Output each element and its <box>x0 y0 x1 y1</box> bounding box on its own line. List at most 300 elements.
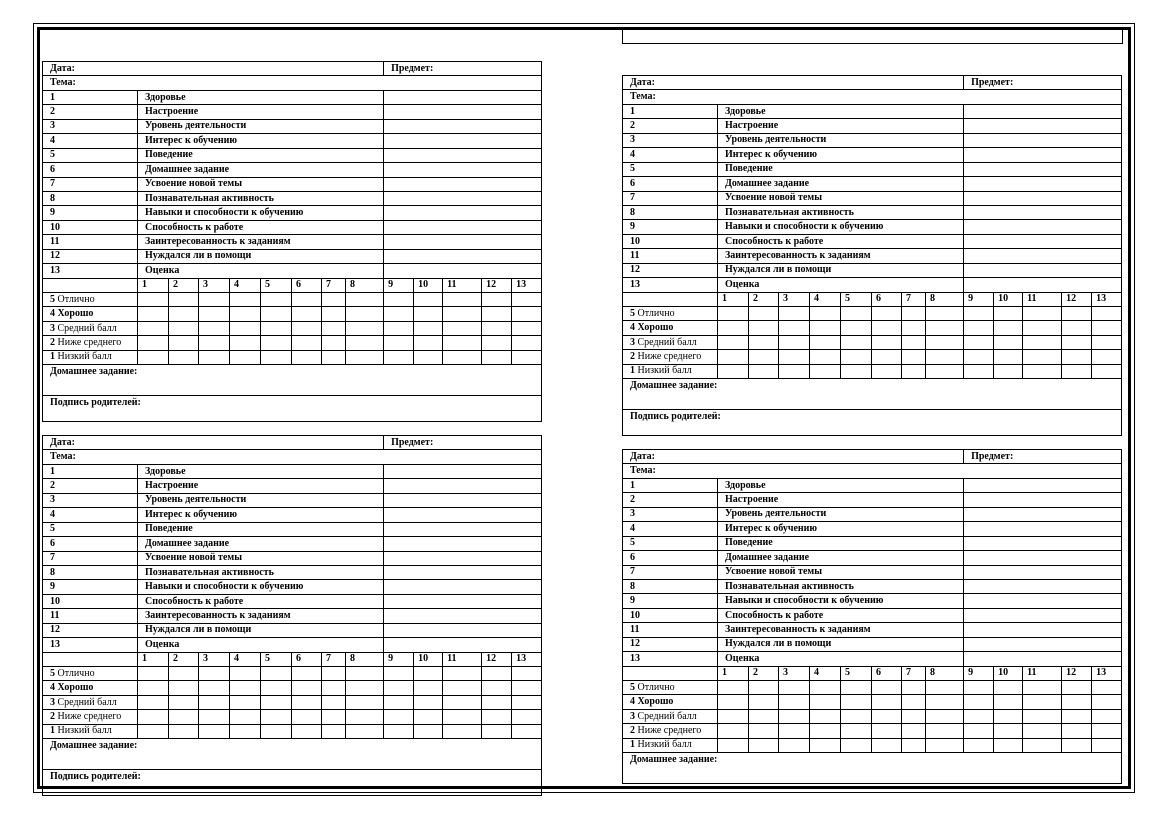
grade-cell[interactable] <box>230 321 261 335</box>
grade-cell[interactable] <box>414 667 443 681</box>
grade-cell[interactable] <box>841 307 872 321</box>
grade-cell[interactable] <box>718 350 749 364</box>
criterion-value-cell[interactable] <box>964 565 1122 579</box>
grade-cell[interactable] <box>230 293 261 307</box>
grade-cell[interactable] <box>443 321 482 335</box>
grade-cell[interactable] <box>994 307 1023 321</box>
criterion-value-cell[interactable] <box>964 119 1122 133</box>
grade-cell[interactable] <box>414 336 443 350</box>
grade-cell[interactable] <box>292 667 322 681</box>
grade-cell[interactable] <box>230 350 261 364</box>
grade-cell[interactable] <box>384 724 414 738</box>
criterion-value-cell[interactable] <box>964 551 1122 565</box>
grade-cell[interactable] <box>292 681 322 695</box>
grade-cell[interactable] <box>964 307 994 321</box>
grade-cell[interactable] <box>384 695 414 709</box>
grade-cell[interactable] <box>138 307 169 321</box>
grade-cell[interactable] <box>902 724 926 738</box>
grade-cell[interactable] <box>810 321 841 335</box>
grade-cell[interactable] <box>443 695 482 709</box>
grade-cell[interactable] <box>1062 681 1092 695</box>
grade-cell[interactable] <box>169 681 199 695</box>
grade-cell[interactable] <box>902 709 926 723</box>
criterion-value-cell[interactable] <box>384 638 542 652</box>
grade-cell[interactable] <box>384 307 414 321</box>
criterion-value-cell[interactable] <box>964 104 1122 118</box>
grade-cell[interactable] <box>169 307 199 321</box>
grade-cell[interactable] <box>482 724 512 738</box>
criterion-value-cell[interactable] <box>964 594 1122 608</box>
grade-cell[interactable] <box>169 350 199 364</box>
grade-cell[interactable] <box>964 695 994 709</box>
criterion-value-cell[interactable] <box>384 105 542 119</box>
grade-cell[interactable] <box>1092 321 1122 335</box>
criterion-value-cell[interactable] <box>964 148 1122 162</box>
grade-cell[interactable] <box>902 321 926 335</box>
grade-cell[interactable] <box>964 709 994 723</box>
grade-cell[interactable] <box>384 293 414 307</box>
grade-cell[interactable] <box>169 695 199 709</box>
grade-cell[interactable] <box>994 321 1023 335</box>
grade-cell[interactable] <box>414 307 443 321</box>
grade-cell[interactable] <box>1062 321 1092 335</box>
grade-cell[interactable] <box>512 724 542 738</box>
grade-cell[interactable] <box>230 710 261 724</box>
grade-cell[interactable] <box>964 321 994 335</box>
grade-cell[interactable] <box>384 681 414 695</box>
grade-cell[interactable] <box>482 681 512 695</box>
grade-cell[interactable] <box>779 307 810 321</box>
grade-cell[interactable] <box>346 710 384 724</box>
grade-cell[interactable] <box>346 307 384 321</box>
grade-cell[interactable] <box>841 321 872 335</box>
grade-cell[interactable] <box>322 350 346 364</box>
criterion-value-cell[interactable] <box>384 235 542 249</box>
grade-cell[interactable] <box>414 695 443 709</box>
grade-cell[interactable] <box>810 681 841 695</box>
grade-cell[interactable] <box>261 667 292 681</box>
grade-cell[interactable] <box>1023 307 1062 321</box>
grade-cell[interactable] <box>779 350 810 364</box>
grade-cell[interactable] <box>292 350 322 364</box>
grade-cell[interactable] <box>1062 724 1092 738</box>
criterion-value-cell[interactable] <box>384 134 542 148</box>
criterion-value-cell[interactable] <box>384 177 542 191</box>
criterion-value-cell[interactable] <box>964 536 1122 550</box>
grade-cell[interactable] <box>718 738 749 752</box>
grade-cell[interactable] <box>994 350 1023 364</box>
grade-cell[interactable] <box>138 695 169 709</box>
grade-cell[interactable] <box>443 307 482 321</box>
grade-cell[interactable] <box>261 350 292 364</box>
grade-cell[interactable] <box>779 738 810 752</box>
grade-cell[interactable] <box>443 724 482 738</box>
grade-cell[interactable] <box>482 336 512 350</box>
criterion-value-cell[interactable] <box>384 537 542 551</box>
grade-cell[interactable] <box>926 738 964 752</box>
grade-cell[interactable] <box>841 695 872 709</box>
grade-cell[interactable] <box>749 350 779 364</box>
grade-cell[interactable] <box>414 321 443 335</box>
signature-label[interactable]: Подпись родителей: <box>43 770 542 796</box>
grade-cell[interactable] <box>1062 350 1092 364</box>
grade-cell[interactable] <box>482 667 512 681</box>
grade-cell[interactable] <box>1092 724 1122 738</box>
grade-cell[interactable] <box>749 307 779 321</box>
grade-cell[interactable] <box>779 321 810 335</box>
grade-cell[interactable] <box>414 681 443 695</box>
grade-cell[interactable] <box>1023 681 1062 695</box>
grade-cell[interactable] <box>169 724 199 738</box>
grade-cell[interactable] <box>749 709 779 723</box>
grade-cell[interactable] <box>482 710 512 724</box>
grade-cell[interactable] <box>994 709 1023 723</box>
grade-cell[interactable] <box>322 336 346 350</box>
grade-cell[interactable] <box>346 695 384 709</box>
grade-cell[interactable] <box>1062 364 1092 378</box>
grade-cell[interactable] <box>994 738 1023 752</box>
grade-cell[interactable] <box>512 695 542 709</box>
criterion-value-cell[interactable] <box>384 479 542 493</box>
criterion-value-cell[interactable] <box>384 264 542 278</box>
grade-cell[interactable] <box>292 321 322 335</box>
homework-label[interactable]: Домашнее задание: <box>43 739 542 770</box>
grade-cell[interactable] <box>964 364 994 378</box>
criterion-value-cell[interactable] <box>964 652 1122 666</box>
grade-cell[interactable] <box>718 307 749 321</box>
grade-cell[interactable] <box>718 364 749 378</box>
criterion-value-cell[interactable] <box>964 162 1122 176</box>
homework-label[interactable]: Домашнее задание: <box>623 379 1122 410</box>
grade-cell[interactable] <box>902 364 926 378</box>
grade-cell[interactable] <box>199 695 230 709</box>
grade-cell[interactable] <box>718 695 749 709</box>
grade-cell[interactable] <box>261 321 292 335</box>
criterion-value-cell[interactable] <box>964 249 1122 263</box>
grade-cell[interactable] <box>1092 335 1122 349</box>
grade-cell[interactable] <box>322 667 346 681</box>
grade-cell[interactable] <box>1023 738 1062 752</box>
grade-cell[interactable] <box>810 364 841 378</box>
criterion-value-cell[interactable] <box>384 163 542 177</box>
grade-cell[interactable] <box>872 307 902 321</box>
criterion-value-cell[interactable] <box>384 609 542 623</box>
criterion-value-cell[interactable] <box>964 579 1122 593</box>
grade-cell[interactable] <box>322 695 346 709</box>
criterion-value-cell[interactable] <box>384 551 542 565</box>
grade-cell[interactable] <box>346 724 384 738</box>
grade-cell[interactable] <box>810 724 841 738</box>
grade-cell[interactable] <box>1023 335 1062 349</box>
criterion-value-cell[interactable] <box>964 478 1122 492</box>
grade-cell[interactable] <box>1092 709 1122 723</box>
grade-cell[interactable] <box>841 724 872 738</box>
grade-cell[interactable] <box>841 738 872 752</box>
grade-cell[interactable] <box>384 667 414 681</box>
grade-cell[interactable] <box>1062 307 1092 321</box>
grade-cell[interactable] <box>749 738 779 752</box>
criterion-value-cell[interactable] <box>384 522 542 536</box>
criterion-value-cell[interactable] <box>964 177 1122 191</box>
grade-cell[interactable] <box>718 709 749 723</box>
grade-cell[interactable] <box>346 336 384 350</box>
grade-cell[interactable] <box>512 307 542 321</box>
grade-cell[interactable] <box>749 335 779 349</box>
grade-cell[interactable] <box>994 724 1023 738</box>
grade-cell[interactable] <box>169 293 199 307</box>
grade-cell[interactable] <box>964 335 994 349</box>
grade-cell[interactable] <box>779 335 810 349</box>
grade-cell[interactable] <box>199 724 230 738</box>
grade-cell[interactable] <box>810 335 841 349</box>
homework-label[interactable]: Домашнее задание: <box>623 753 1122 784</box>
criterion-value-cell[interactable] <box>964 278 1122 292</box>
grade-cell[interactable] <box>902 350 926 364</box>
grade-cell[interactable] <box>512 681 542 695</box>
grade-cell[interactable] <box>1092 307 1122 321</box>
grade-cell[interactable] <box>872 724 902 738</box>
grade-cell[interactable] <box>902 738 926 752</box>
grade-cell[interactable] <box>322 724 346 738</box>
grade-cell[interactable] <box>199 293 230 307</box>
grade-cell[interactable] <box>384 321 414 335</box>
criterion-value-cell[interactable] <box>384 594 542 608</box>
grade-cell[interactable] <box>482 350 512 364</box>
grade-cell[interactable] <box>199 681 230 695</box>
grade-cell[interactable] <box>346 321 384 335</box>
criterion-value-cell[interactable] <box>964 263 1122 277</box>
grade-cell[interactable] <box>322 681 346 695</box>
grade-cell[interactable] <box>138 350 169 364</box>
grade-cell[interactable] <box>230 307 261 321</box>
grade-cell[interactable] <box>1023 709 1062 723</box>
criterion-value-cell[interactable] <box>384 148 542 162</box>
grade-cell[interactable] <box>443 681 482 695</box>
grade-cell[interactable] <box>779 695 810 709</box>
grade-cell[interactable] <box>810 709 841 723</box>
grade-cell[interactable] <box>261 293 292 307</box>
criterion-value-cell[interactable] <box>964 191 1122 205</box>
grade-cell[interactable] <box>718 335 749 349</box>
grade-cell[interactable] <box>230 695 261 709</box>
grade-cell[interactable] <box>1023 364 1062 378</box>
criterion-value-cell[interactable] <box>384 580 542 594</box>
grade-cell[interactable] <box>994 695 1023 709</box>
grade-cell[interactable] <box>261 307 292 321</box>
grade-cell[interactable] <box>994 335 1023 349</box>
criterion-value-cell[interactable] <box>384 565 542 579</box>
grade-cell[interactable] <box>749 681 779 695</box>
grade-cell[interactable] <box>872 738 902 752</box>
grade-cell[interactable] <box>482 321 512 335</box>
grade-cell[interactable] <box>230 336 261 350</box>
grade-cell[interactable] <box>926 695 964 709</box>
grade-cell[interactable] <box>322 321 346 335</box>
grade-cell[interactable] <box>1023 321 1062 335</box>
grade-cell[interactable] <box>926 307 964 321</box>
grade-cell[interactable] <box>872 335 902 349</box>
grade-cell[interactable] <box>199 321 230 335</box>
grade-cell[interactable] <box>512 293 542 307</box>
grade-cell[interactable] <box>902 681 926 695</box>
grade-cell[interactable] <box>138 681 169 695</box>
grade-cell[interactable] <box>292 695 322 709</box>
criterion-value-cell[interactable] <box>384 206 542 220</box>
grade-cell[interactable] <box>1023 724 1062 738</box>
grade-cell[interactable] <box>718 724 749 738</box>
grade-cell[interactable] <box>384 710 414 724</box>
grade-cell[interactable] <box>199 336 230 350</box>
grade-cell[interactable] <box>138 710 169 724</box>
grade-cell[interactable] <box>810 350 841 364</box>
grade-cell[interactable] <box>443 336 482 350</box>
grade-cell[interactable] <box>964 724 994 738</box>
grade-cell[interactable] <box>512 321 542 335</box>
grade-cell[interactable] <box>1062 335 1092 349</box>
grade-cell[interactable] <box>964 681 994 695</box>
grade-cell[interactable] <box>292 710 322 724</box>
grade-cell[interactable] <box>199 667 230 681</box>
grade-cell[interactable] <box>872 681 902 695</box>
grade-cell[interactable] <box>261 336 292 350</box>
grade-cell[interactable] <box>749 695 779 709</box>
grade-cell[interactable] <box>512 350 542 364</box>
grade-cell[interactable] <box>810 307 841 321</box>
grade-cell[interactable] <box>1092 350 1122 364</box>
criterion-value-cell[interactable] <box>384 623 542 637</box>
homework-label[interactable]: Домашнее задание: <box>43 365 542 396</box>
grade-cell[interactable] <box>964 738 994 752</box>
criterion-value-cell[interactable] <box>384 493 542 507</box>
grade-cell[interactable] <box>1092 738 1122 752</box>
criterion-value-cell[interactable] <box>384 508 542 522</box>
grade-cell[interactable] <box>964 350 994 364</box>
grade-cell[interactable] <box>841 364 872 378</box>
grade-cell[interactable] <box>384 350 414 364</box>
criterion-value-cell[interactable] <box>964 133 1122 147</box>
grade-cell[interactable] <box>482 307 512 321</box>
grade-cell[interactable] <box>926 681 964 695</box>
grade-cell[interactable] <box>322 293 346 307</box>
grade-cell[interactable] <box>841 709 872 723</box>
grade-cell[interactable] <box>230 667 261 681</box>
grade-cell[interactable] <box>926 350 964 364</box>
grade-cell[interactable] <box>926 364 964 378</box>
grade-cell[interactable] <box>138 321 169 335</box>
signature-label[interactable]: Подпись родителей: <box>43 396 542 422</box>
grade-cell[interactable] <box>902 335 926 349</box>
grade-cell[interactable] <box>1062 738 1092 752</box>
grade-cell[interactable] <box>261 695 292 709</box>
criterion-value-cell[interactable] <box>964 507 1122 521</box>
grade-cell[interactable] <box>810 738 841 752</box>
grade-cell[interactable] <box>199 710 230 724</box>
grade-cell[interactable] <box>779 709 810 723</box>
grade-cell[interactable] <box>230 681 261 695</box>
criterion-value-cell[interactable] <box>384 464 542 478</box>
grade-cell[interactable] <box>169 667 199 681</box>
criterion-value-cell[interactable] <box>964 493 1122 507</box>
grade-cell[interactable] <box>718 321 749 335</box>
grade-cell[interactable] <box>1092 695 1122 709</box>
grade-cell[interactable] <box>138 336 169 350</box>
grade-cell[interactable] <box>414 724 443 738</box>
grade-cell[interactable] <box>841 335 872 349</box>
grade-cell[interactable] <box>926 321 964 335</box>
grade-cell[interactable] <box>841 681 872 695</box>
grade-cell[interactable] <box>482 293 512 307</box>
criterion-value-cell[interactable] <box>964 608 1122 622</box>
criterion-value-cell[interactable] <box>964 220 1122 234</box>
criterion-value-cell[interactable] <box>384 119 542 133</box>
grade-cell[interactable] <box>872 364 902 378</box>
grade-cell[interactable] <box>261 710 292 724</box>
grade-cell[interactable] <box>292 724 322 738</box>
criterion-value-cell[interactable] <box>384 90 542 104</box>
grade-cell[interactable] <box>926 335 964 349</box>
grade-cell[interactable] <box>443 293 482 307</box>
grade-cell[interactable] <box>414 350 443 364</box>
grade-cell[interactable] <box>779 724 810 738</box>
grade-cell[interactable] <box>994 364 1023 378</box>
grade-cell[interactable] <box>443 350 482 364</box>
criterion-value-cell[interactable] <box>964 205 1122 219</box>
grade-cell[interactable] <box>138 293 169 307</box>
grade-cell[interactable] <box>292 307 322 321</box>
grade-cell[interactable] <box>872 350 902 364</box>
grade-cell[interactable] <box>169 710 199 724</box>
grade-cell[interactable] <box>292 336 322 350</box>
grade-cell[interactable] <box>872 321 902 335</box>
criterion-value-cell[interactable] <box>964 234 1122 248</box>
grade-cell[interactable] <box>138 724 169 738</box>
grade-cell[interactable] <box>346 350 384 364</box>
criterion-value-cell[interactable] <box>384 220 542 234</box>
grade-cell[interactable] <box>1023 350 1062 364</box>
grade-cell[interactable] <box>512 667 542 681</box>
signature-label[interactable]: Подпись родителей: <box>623 410 1122 436</box>
grade-cell[interactable] <box>230 724 261 738</box>
criterion-value-cell[interactable] <box>964 623 1122 637</box>
grade-cell[interactable] <box>261 724 292 738</box>
grade-cell[interactable] <box>169 336 199 350</box>
grade-cell[interactable] <box>482 695 512 709</box>
grade-cell[interactable] <box>346 681 384 695</box>
grade-cell[interactable] <box>902 307 926 321</box>
grade-cell[interactable] <box>872 695 902 709</box>
grade-cell[interactable] <box>199 350 230 364</box>
grade-cell[interactable] <box>926 709 964 723</box>
criterion-value-cell[interactable] <box>384 249 542 263</box>
grade-cell[interactable] <box>749 364 779 378</box>
grade-cell[interactable] <box>810 695 841 709</box>
criterion-value-cell[interactable] <box>964 637 1122 651</box>
grade-cell[interactable] <box>1092 681 1122 695</box>
grade-cell[interactable] <box>169 321 199 335</box>
grade-cell[interactable] <box>512 336 542 350</box>
grade-cell[interactable] <box>292 293 322 307</box>
grade-cell[interactable] <box>872 709 902 723</box>
grade-cell[interactable] <box>718 681 749 695</box>
grade-cell[interactable] <box>779 681 810 695</box>
grade-cell[interactable] <box>841 350 872 364</box>
grade-cell[interactable] <box>926 724 964 738</box>
grade-cell[interactable] <box>1092 364 1122 378</box>
grade-cell[interactable] <box>384 336 414 350</box>
grade-cell[interactable] <box>261 681 292 695</box>
criterion-value-cell[interactable] <box>964 522 1122 536</box>
grade-cell[interactable] <box>1062 695 1092 709</box>
